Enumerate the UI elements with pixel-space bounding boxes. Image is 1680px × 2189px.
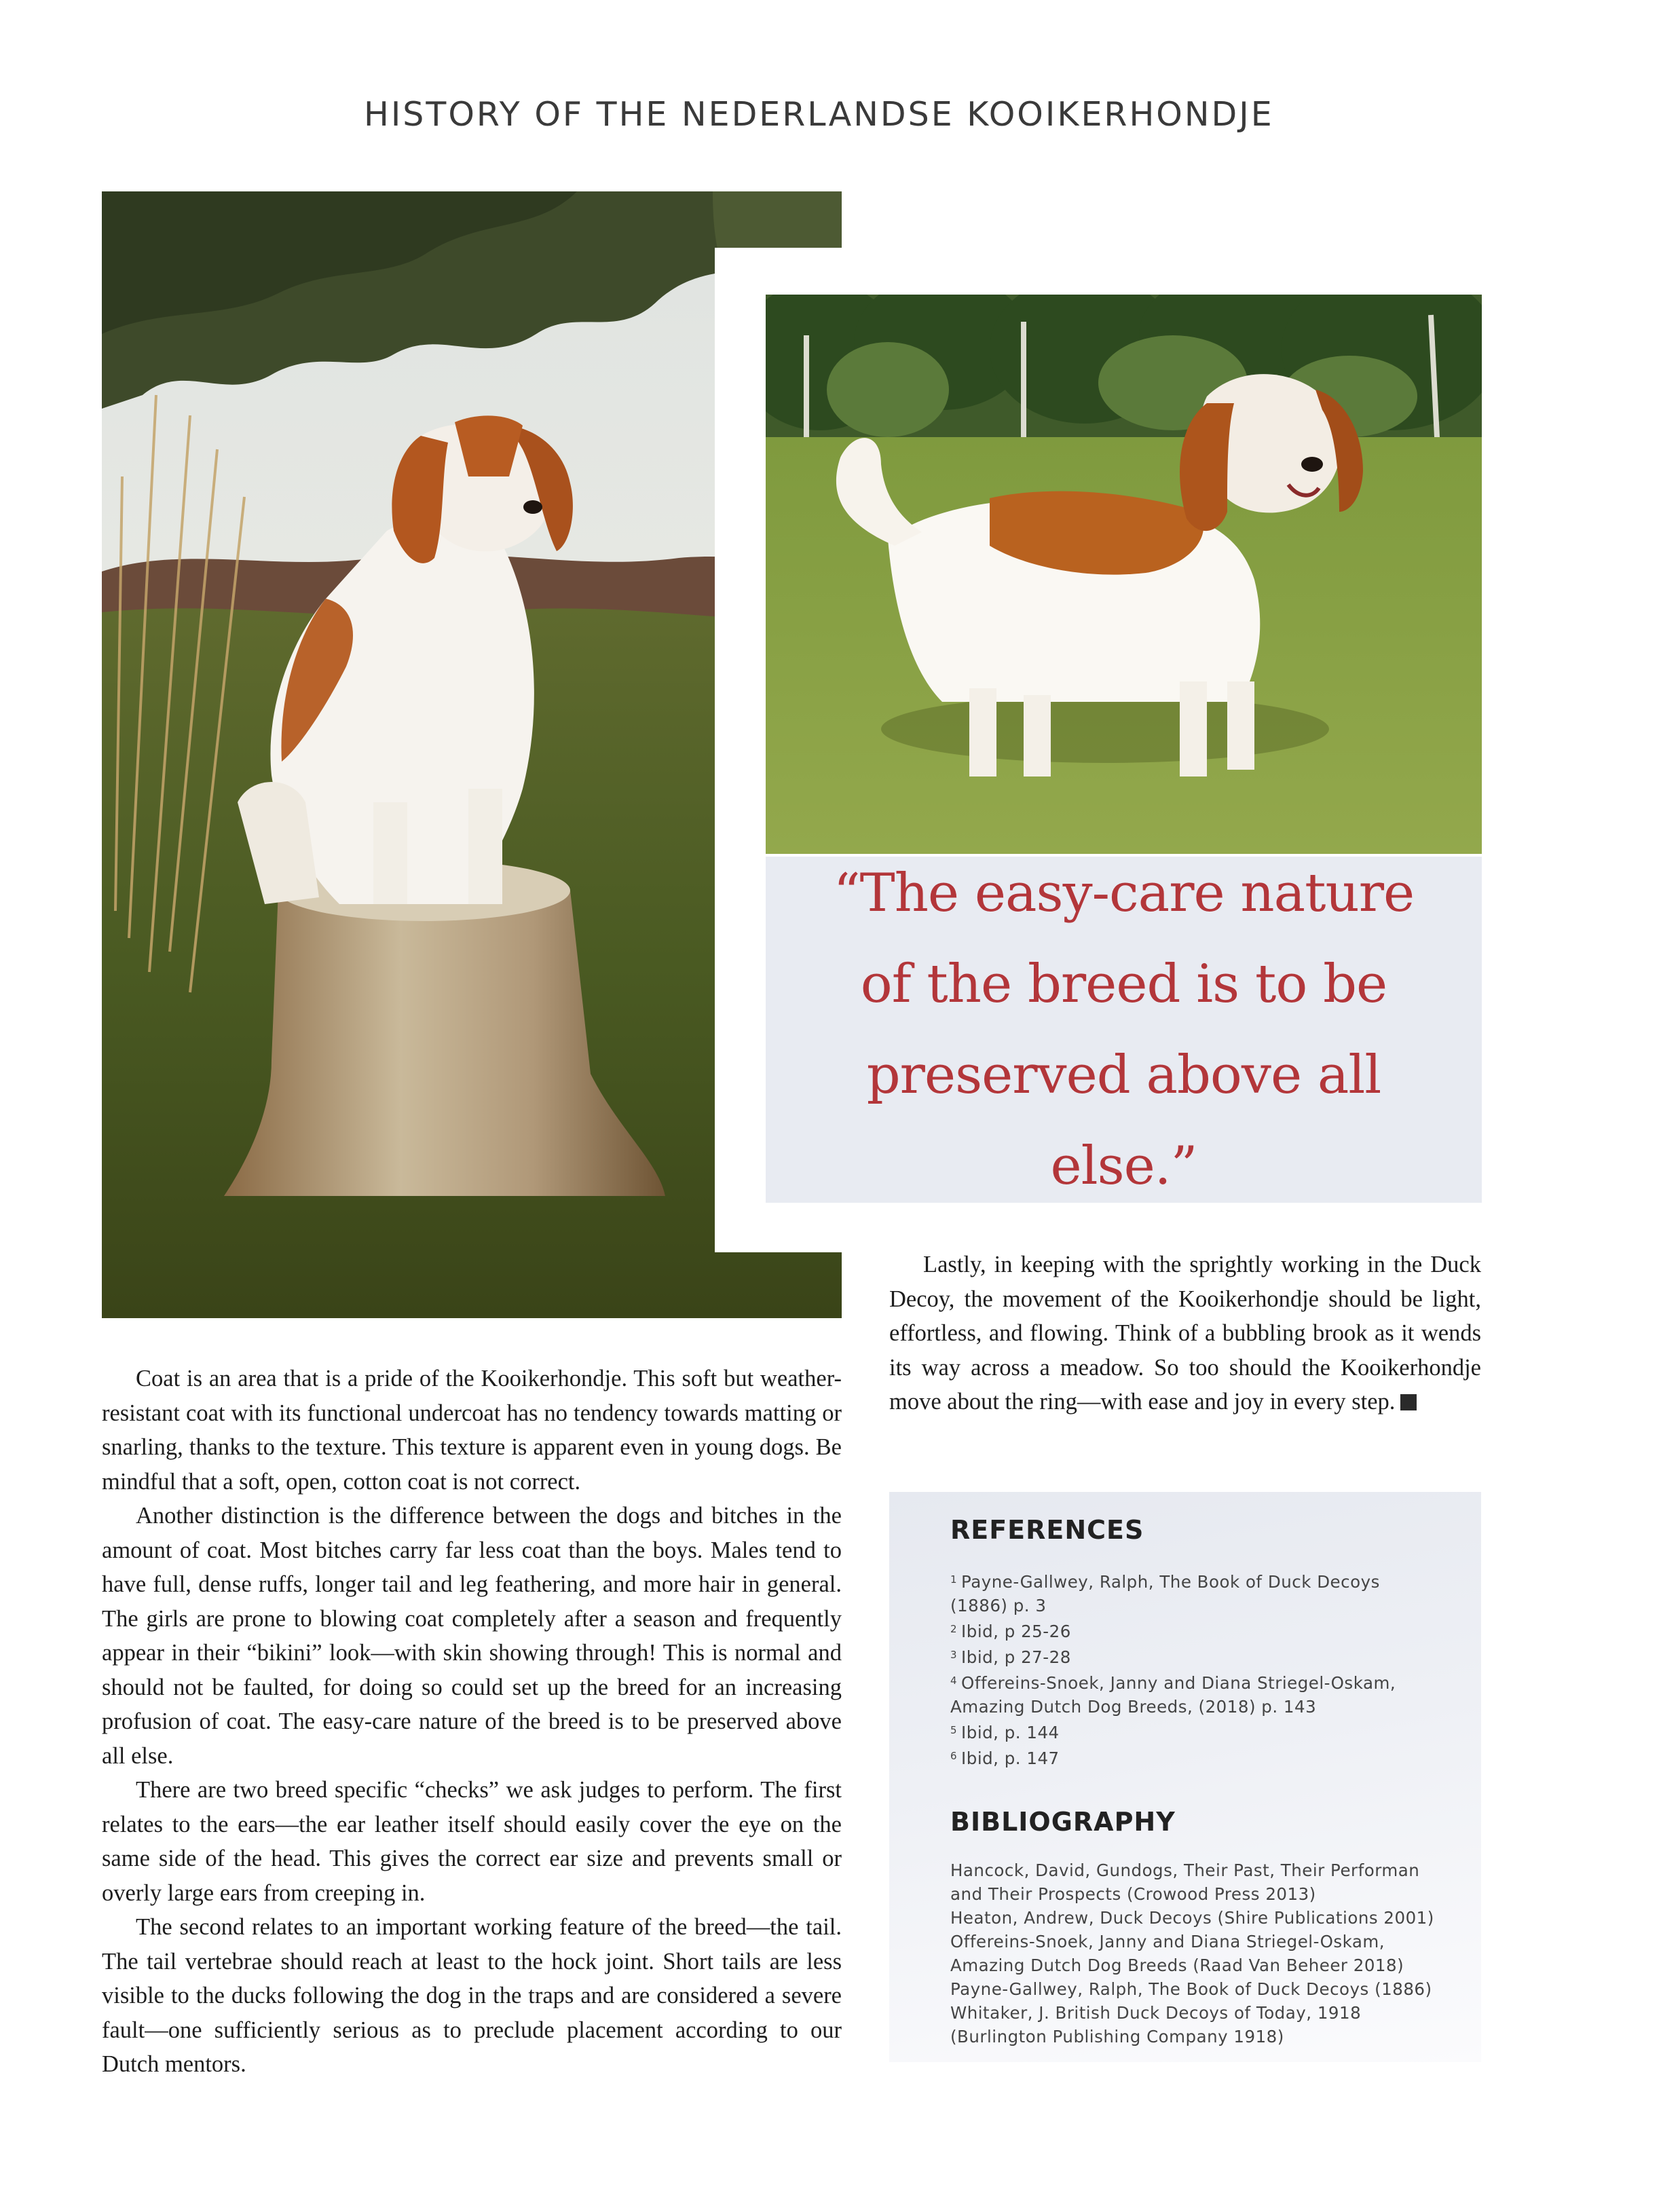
- reference-item-cont: Amazing Dutch Dog Breeds, (2018) p. 143: [950, 1697, 1317, 1717]
- bibliography-line: (Burlington Publishing Company 1918): [950, 2027, 1284, 2046]
- bibliography-line: Heaton, Andrew, Duck Decoys (Shire Publications 2001): [950, 1908, 1434, 1928]
- reference-item: $^5$ Ibid, p. 144: [950, 1723, 1060, 1742]
- movement-text: Lastly, in keeping with the sprightly working in the Duck Decoy, the movement of the Kooikerhondje should be light, effortless, and flowing. Think of a bubbling brook as it wends its way across a meadow. So too should the Kooikerhondje move about the ring—with ease and joy in every step.: [889, 1252, 1481, 1415]
- movement-paragraph: [889, 1248, 1481, 1419]
- bibliography-line: and Their Prospects (Crowood Press 2013): [950, 1884, 1316, 1904]
- coat-paragraph: Coat is an area that is a pride of the Kooikerhondje. This soft but weather-resistant coat with its functional undercoat has no tendency towards matting or snarling, thanks to the texture. This texture is apparent even in young dogs. Be mindful that a soft, open, cotton coat is not correct.: [102, 1366, 842, 1495]
- coat-difference-paragraph: Another distinction is the difference between the dogs and bitches in the amount of coat. Most bitches carry far less coat than the boys. Males tend to have full, dense ruffs, longer tail and leg feathering, and more hair in general. The girls are prone to blowing coat completely after a season and frequently appear in their “bikini” look—with skin showing through! This is normal and should not be faulted, for doing so could set up the breed for an increasing profusion of coat. The easy-care nature of the breed is to be preserved above all else.: [102, 1503, 842, 1769]
- dog-on-lawn-illustration: [766, 295, 1482, 854]
- ear-check-paragraph: There are two breed specific “checks” we ask judges to perform. The first relates to the ears—the ear leather itself should easily cover the eye on the same side of the head. This gives the correct ear size and prevents small or overly large ears from creeping in.: [102, 1777, 842, 1906]
- reference-item: $^1$ Payne-Gallwey, Ralph, The Book of Duck Decoys: [950, 1572, 1380, 1592]
- pull-quote-text: “The easy-care nature of the breed is to be preserved above all else.”: [833, 863, 1415, 1197]
- references-heading: REFERENCES: [950, 1515, 1144, 1545]
- reference-item-cont: (1886) p. 3: [950, 1596, 1047, 1615]
- bibliography-list: [950, 1858, 1453, 2048]
- tail-check-paragraph: The second relates to an important working feature of the breed—the tail. The tail vertebrae should reach at least to the hock joint. Short tails are less visible to the ducks following the dog in the traps and are considered a severe fault—one sufficiently serious as to preclude placement according to our Dutch mentors.: [102, 1914, 842, 2077]
- bibliography-line: Whitaker, J. British Duck Decoys of Today, 1918: [950, 2003, 1362, 2023]
- reference-item: $^3$ Ibid, p 27-28: [950, 1647, 1071, 1667]
- right-text-column: [889, 1248, 1481, 1419]
- references-list: [950, 1568, 1453, 1770]
- left-text-column: [102, 1362, 842, 2082]
- bibliography-line: Payne-Gallwey, Ralph, The Book of Duck Decoys (1886): [950, 1979, 1432, 1999]
- reference-item: $^4$ Offereins-Snoek, Janny and Diana Striegel-Oskam,: [950, 1673, 1396, 1693]
- bibliography-line: Amazing Dutch Dog Breeds (Raad Van Beheer 2018): [950, 1956, 1404, 1975]
- dog-on-lawn-photo: [766, 295, 1482, 854]
- bibliography-line: Hancock, David, Gundogs, Their Past, Their Performan: [950, 1860, 1420, 1880]
- reference-item: $^2$ Ibid, p 25-26: [950, 1622, 1071, 1641]
- reference-item: $^6$ Ibid, p. 147: [950, 1748, 1060, 1768]
- bibliography-heading: BIBLIOGRAPHY: [950, 1807, 1176, 1837]
- end-mark: [1400, 1394, 1417, 1410]
- pull-quote: [766, 857, 1482, 1203]
- page-header: HISTORY OF THE NEDERLANDSE KOOIKERHONDJE: [364, 95, 1274, 134]
- bibliography-line: Offereins-Snoek, Janny and Diana Striegel-Oskam,: [950, 1932, 1385, 1951]
- references-box: [889, 1492, 1481, 2062]
